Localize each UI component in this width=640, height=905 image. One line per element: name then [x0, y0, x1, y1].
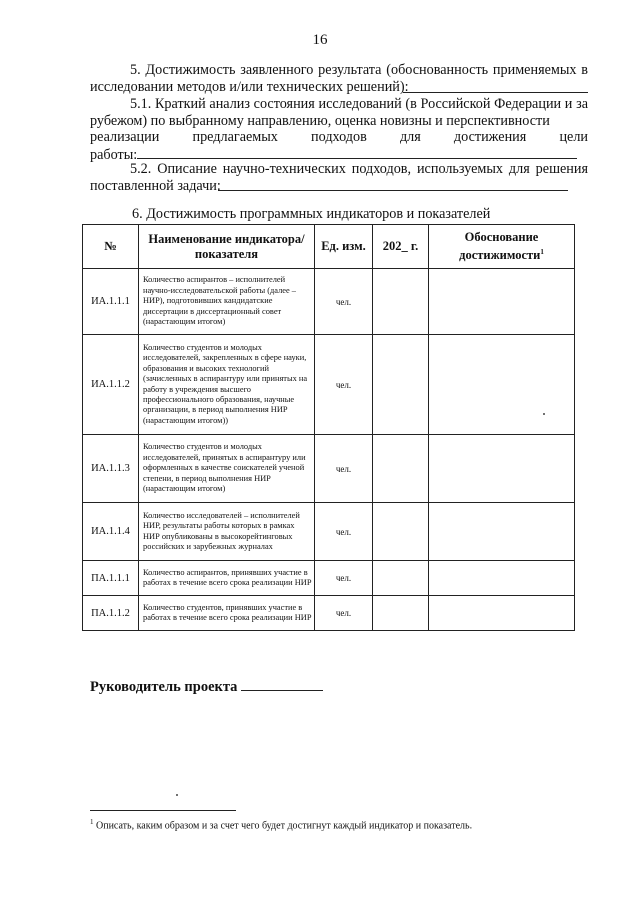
section-5-1-word: предлагаемых	[192, 129, 278, 145]
indicator-code: ИА.1.1.3	[83, 435, 139, 503]
footnote-reference: 1	[540, 247, 544, 256]
section-5-1-justified-line	[90, 129, 588, 146]
indicator-unit: чел.	[315, 561, 373, 596]
indicator-name: Количество аспирантов, принявших участие в работах в течение всего срока реализации НИР	[139, 561, 315, 596]
year-value-cell[interactable]	[373, 435, 429, 503]
signature-line[interactable]	[241, 676, 323, 691]
header-justification: Обоснование достижимости$^1$	[429, 225, 575, 269]
section-5-2-answer-line[interactable]	[218, 178, 568, 191]
indicator-code: ИА.1.1.2	[83, 335, 139, 435]
section-5-1-answer-line[interactable]	[137, 146, 577, 159]
table-row	[83, 561, 575, 596]
indicator-code: ИА.1.1.1	[83, 269, 139, 335]
justification-cell[interactable]	[429, 335, 575, 435]
section-5-1-paragraph	[90, 96, 588, 163]
section-5-1-word: для	[399, 129, 421, 145]
indicator-unit: чел.	[315, 435, 373, 503]
justification-cell[interactable]	[429, 435, 575, 503]
justification-cell[interactable]	[429, 596, 575, 631]
indicator-code: ПА.1.1.1	[83, 561, 139, 596]
indicator-name: Количество студентов и молодых исследователей, закрепленных в сфере науки, образования и высоких технологий (зачисленных в аспирантуру или принятых на работу в учреждения высшего профессионального образования, научные организации, в период выполнения НИР (нарастающим итогом))	[139, 335, 315, 435]
indicator-code: ИА.1.1.4	[83, 503, 139, 561]
indicator-name: Количество студентов и молодых исследователей, принятых в аспирантуру или оформленных в качестве соискателей ученой степени, в период выполнения НИР (нарастающим итогом)	[139, 435, 315, 503]
indicators-table	[82, 224, 575, 631]
page-number: 16	[312, 32, 328, 48]
indicator-unit: чел.	[315, 503, 373, 561]
section-5-text: 5. Достижимость заявленного результата (обоснованность применяемых в исследовании методов и/или технических решений):	[90, 62, 588, 95]
section-6-title: 6. Достижимость программных индикаторов и показателей	[132, 206, 491, 222]
justification-cell[interactable]	[429, 269, 575, 335]
header-unit: Ед. изм.	[315, 225, 373, 269]
section-5-1-word: цели	[559, 129, 588, 145]
project-manager-label: Руководитель проекта	[90, 679, 238, 695]
section-5-1-word: подходов	[311, 129, 367, 145]
indicator-unit: чел.	[315, 269, 373, 335]
year-value-cell[interactable]	[373, 596, 429, 631]
table-row	[83, 596, 575, 631]
year-value-cell[interactable]	[373, 335, 429, 435]
indicator-unit: чел.	[315, 596, 373, 631]
section-5-1-label: работы:	[90, 146, 138, 163]
table-row	[83, 503, 575, 561]
section-5-1-text: 5.1. Краткий анализ состояния исследований (в Российской Федерации и за рубежом) по выбранному направлению, оценка новизны и перспективности	[90, 96, 588, 129]
footnote	[90, 818, 472, 831]
year-value-cell[interactable]	[373, 561, 429, 596]
table-row	[83, 269, 575, 335]
header-indicator-name: Наименование индикатора/показателя	[139, 225, 315, 269]
scan-speck	[543, 413, 545, 415]
section-5-2-paragraph	[90, 161, 588, 194]
section-5-1-word: реализации	[90, 129, 160, 145]
table-row	[83, 335, 575, 435]
indicator-name: Количество аспирантов – исполнителей научно-исследовательской работы (далее – НИР), подготовивших кандидатские диссертации в диссертационный совет (нарастающим итогом)	[139, 269, 315, 335]
indicator-code: ПА.1.1.2	[83, 596, 139, 631]
section-5-answer-line[interactable]	[403, 80, 588, 93]
footnote-mark: 1	[90, 818, 94, 826]
justification-cell[interactable]	[429, 561, 575, 596]
footnote-divider	[90, 810, 236, 811]
year-value-cell[interactable]	[373, 503, 429, 561]
section-5-1-word: достижения	[453, 129, 527, 145]
footnote-text: Описать, каким образом и за счет чего будет достигнут каждый индикатор и показатель.	[96, 820, 473, 832]
year-value-cell[interactable]	[373, 269, 429, 335]
section-5-paragraph	[90, 62, 588, 95]
section-5-2-text: 5.2. Описание научно-технических подходов, используемых для решения поставленной задачи:	[90, 161, 588, 194]
indicator-name: Количество исследователей – исполнителей НИР, результаты работы которых в рамках НИР опубликованы в высокорейтинговых российских и зарубежных журналах	[139, 503, 315, 561]
scan-speck	[176, 794, 178, 796]
table-header-row	[83, 225, 575, 269]
justification-cell[interactable]	[429, 503, 575, 561]
indicator-unit: чел.	[315, 335, 373, 435]
header-number: №	[83, 225, 139, 269]
project-manager-signature	[90, 676, 323, 696]
header-year: 202_ г.	[373, 225, 429, 269]
table-row	[83, 435, 575, 503]
indicator-name: Количество студентов, принявших участие в работах в течение всего срока реализации НИР	[139, 596, 315, 631]
